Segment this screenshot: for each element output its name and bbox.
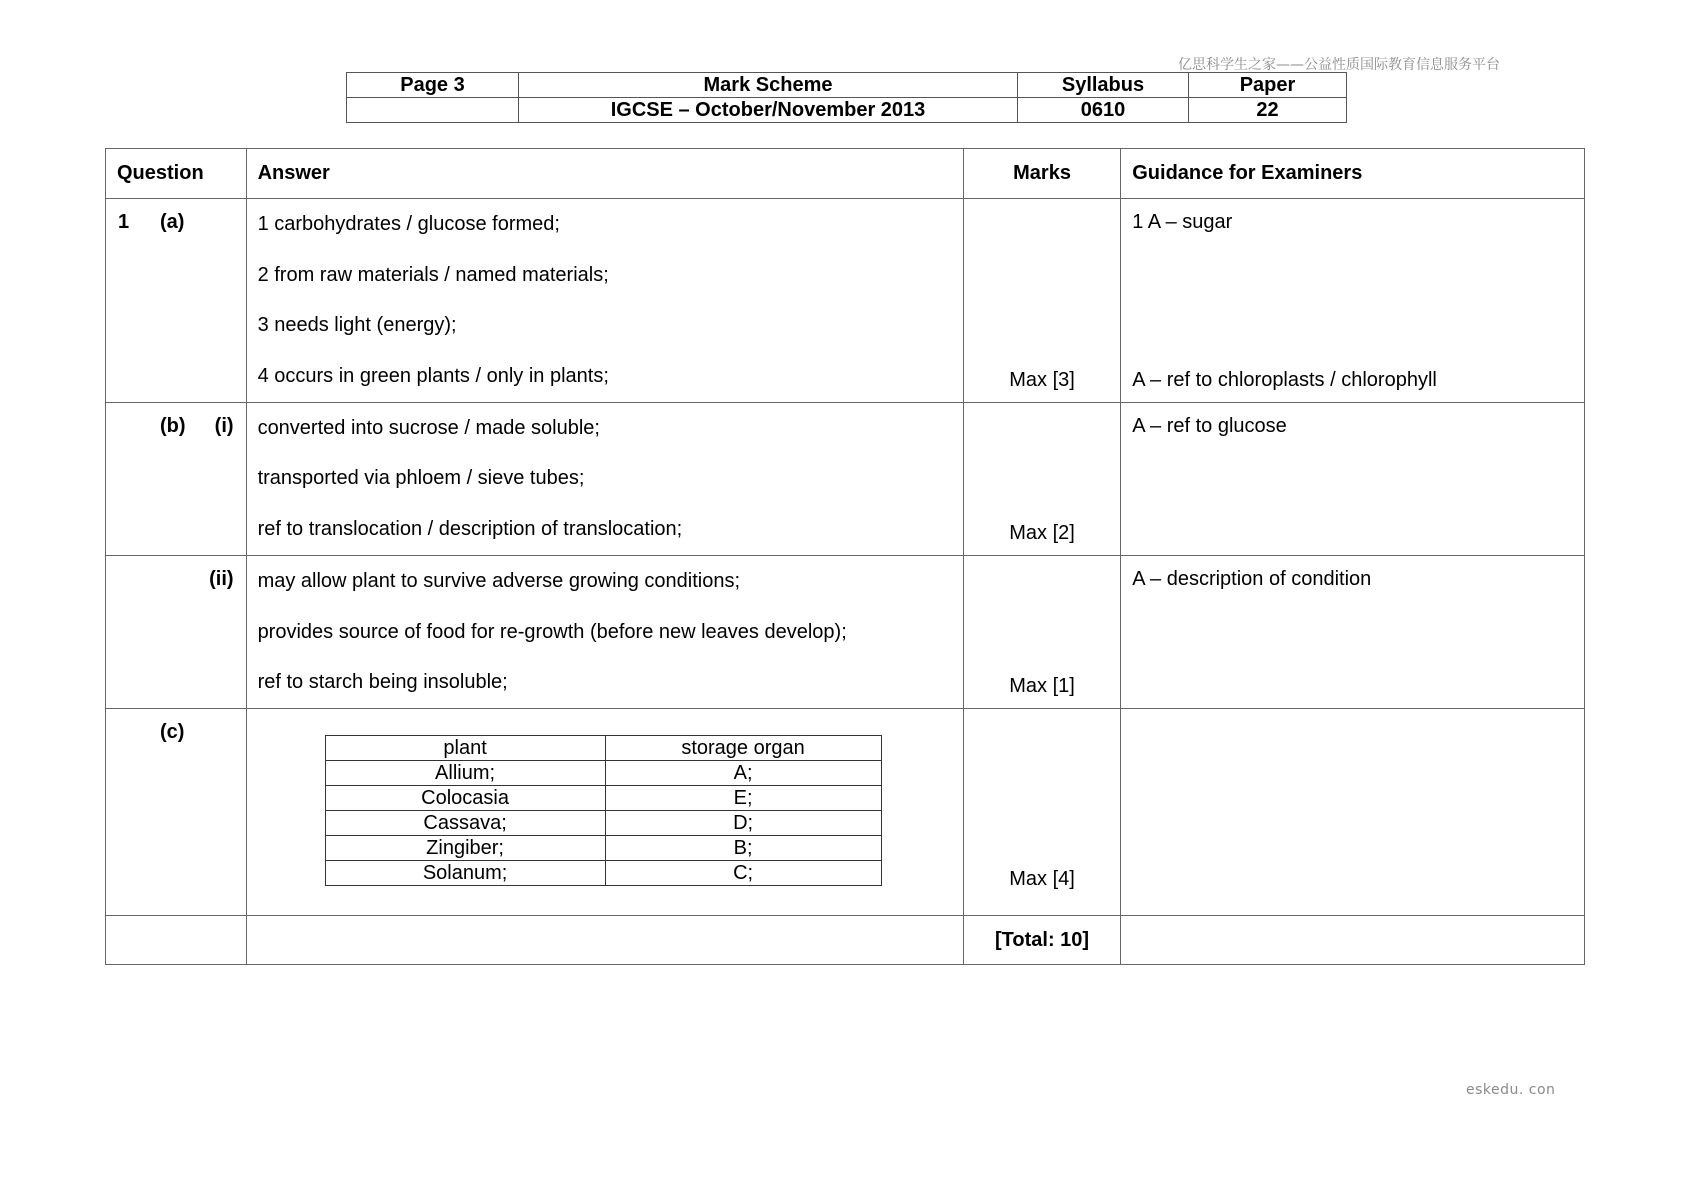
question-cell (106, 199, 247, 403)
plant-name: Colocasia (325, 785, 605, 810)
marks-cell (963, 199, 1120, 403)
answer-line: converted into sucrose / made soluble; (257, 416, 600, 439)
answer-line: ref to starch being insoluble; (257, 671, 508, 694)
total-marks: [Total: 10] (963, 915, 1120, 964)
plant-name: Zingiber; (325, 835, 605, 860)
answer-line: transported via phloem / sieve tubes; (257, 467, 585, 490)
guidance-cell (1121, 555, 1585, 708)
question-cell (106, 708, 247, 915)
guidance-text: A – ref to chloroplasts / chlorophyll (1132, 368, 1437, 391)
inner-table-header: storage organ (605, 735, 881, 760)
storage-organ-letter: A; (605, 760, 881, 785)
guidance-text: A – description of condition (1132, 567, 1372, 590)
guidance-text: 1 A – sugar (1132, 211, 1233, 233)
empty-cell (1121, 915, 1585, 964)
column-header-guidance: Guidance for Examiners (1121, 149, 1585, 199)
answer-line: ref to translocation / description of translocation; (257, 518, 683, 541)
marks-value: Max [2] (1009, 521, 1075, 544)
answer-cell (246, 708, 963, 915)
paper-number: 22 (1189, 98, 1347, 123)
marks-value: Max [1] (1009, 674, 1075, 697)
question-part: (b) (160, 414, 186, 437)
header-empty-cell (347, 98, 519, 123)
question-part: (c) (160, 720, 185, 743)
question-subpart: (i) (214, 414, 234, 437)
storage-organ-letter: D; (605, 810, 881, 835)
paper-label: Paper (1189, 73, 1347, 98)
page-number: Page 3 (347, 73, 519, 98)
answer-cell (246, 199, 963, 403)
empty-cell (106, 915, 247, 964)
syllabus-code: 0610 (1018, 98, 1189, 123)
document-title: Mark Scheme (519, 73, 1018, 98)
marks-value: Max [4] (1009, 867, 1075, 890)
plant-name: Cassava; (325, 810, 605, 835)
answer-line: 3 needs light (energy); (257, 314, 457, 337)
guidance-text: A – ref to glucose (1132, 414, 1287, 437)
total-row (106, 915, 1585, 964)
question-cell (106, 555, 247, 708)
marks-cell (963, 555, 1120, 708)
watermark-top: 亿思科学生之家——公益性质国际教育信息服务平台 (1178, 57, 1500, 73)
mark-scheme-table (105, 148, 1585, 965)
answer-cell (246, 555, 963, 708)
exam-session: IGCSE – October/November 2013 (519, 98, 1018, 123)
storage-organ-letter: C; (605, 860, 881, 885)
marks-value: Max [3] (1009, 368, 1075, 391)
marks-cell (963, 708, 1120, 915)
inner-table-header: plant (325, 735, 605, 760)
storage-organ-table (325, 735, 882, 886)
question-subpart: (ii) (209, 567, 234, 590)
question-part: (a) (160, 211, 185, 233)
column-header-answer: Answer (246, 149, 963, 199)
table-row (106, 555, 1585, 708)
table-row (106, 708, 1585, 915)
question-cell (106, 402, 247, 555)
plant-name: Allium; (325, 760, 605, 785)
storage-organ-letter: B; (605, 835, 881, 860)
answer-line: provides source of food for re-growth (before new leaves develop); (257, 620, 847, 643)
plant-name: Solanum; (325, 860, 605, 885)
table-row (106, 402, 1585, 555)
answer-line: 4 occurs in green plants / only in plants; (257, 365, 609, 388)
storage-organ-letter: E; (605, 785, 881, 810)
watermark-bottom: eskedu. con (1466, 1082, 1556, 1098)
question-number: 1 (118, 211, 130, 233)
answer-cell (246, 402, 963, 555)
column-header-question: Question (106, 149, 247, 199)
table-row (106, 199, 1585, 403)
marks-cell (963, 402, 1120, 555)
column-header-marks: Marks (963, 149, 1120, 199)
syllabus-label: Syllabus (1018, 73, 1189, 98)
header-table (346, 72, 1347, 123)
answer-line: 2 from raw materials / named materials; (257, 263, 609, 286)
column-header-row (106, 149, 1585, 199)
answer-line: 1 carbohydrates / glucose formed; (257, 213, 560, 235)
empty-cell (246, 915, 963, 964)
guidance-cell (1121, 199, 1585, 403)
guidance-cell (1121, 708, 1585, 915)
guidance-cell (1121, 402, 1585, 555)
answer-line: may allow plant to survive adverse growing conditions; (257, 569, 741, 592)
